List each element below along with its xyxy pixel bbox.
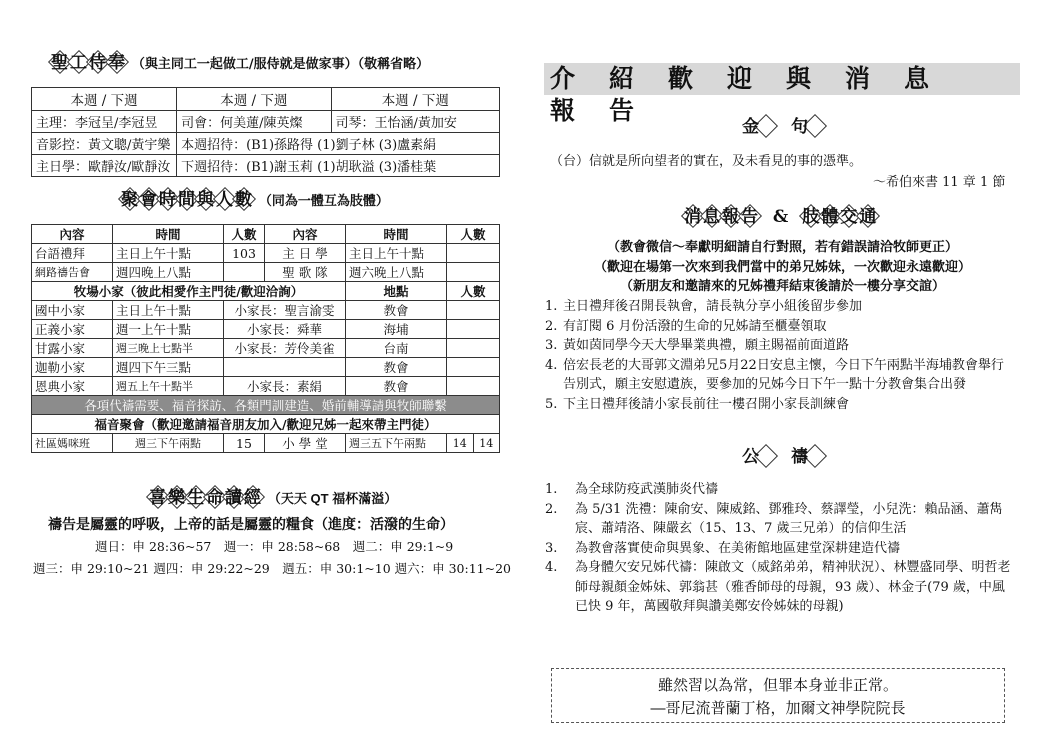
table-cell: 恩典小家 (32, 377, 113, 396)
news-amp: & (772, 207, 789, 227)
reading-line-2: 週三：申 29:10~21 週四：申 29:22~29 週五：申 30:1~10 週六：申 30:11~20 (33, 561, 511, 576)
table-cell: 小家長：素絹 (224, 377, 346, 396)
table-cell (224, 358, 346, 377)
col-header: 時間 (346, 225, 447, 244)
list-item (545, 480, 1015, 500)
item-number: 5. (545, 396, 558, 412)
meetings-subtitle: （同為一體互為肢體） (258, 194, 389, 209)
quote-line-2: —哥尼流普蘭丁格，加爾文神學院院長 (650, 700, 906, 717)
verse-title-chars (741, 117, 839, 137)
note-line: （新朋友和邀請來的兄姊禮拜結束後請於一樓分享交誼） (619, 279, 945, 294)
table-cell: 下週招待：(B1)謝玉莉 (1)胡耿溢 (3)潘桂葉 (177, 155, 500, 177)
news-title2-chars (801, 207, 877, 227)
table-cell: 教會 (346, 377, 447, 396)
quote-box (551, 668, 1005, 723)
news-notes (560, 238, 1005, 297)
table-cell (447, 358, 500, 377)
table-row (32, 263, 500, 282)
quote-line-1: 雖然習以為常，但罪本身並非正常。 (657, 677, 898, 694)
item-text: 為教會落實使命與異象、在美術館地區建堂深耕建造代禱 (575, 540, 901, 556)
prayer-list (545, 480, 1015, 617)
table-cell: 小家長：舜華 (224, 320, 346, 339)
prayer-title (741, 442, 839, 467)
table-cell: 週三晚上七點半 (113, 339, 224, 358)
table-cell: 週四晚上八點 (113, 263, 224, 282)
table-row (32, 396, 500, 415)
title-char: 交 (839, 202, 858, 227)
table-cell: 網路禱告會 (32, 263, 113, 282)
table-row (32, 155, 500, 177)
table-cell (447, 377, 500, 396)
table-cell: 103 (224, 244, 265, 263)
list-item (545, 297, 1013, 317)
meetings-title (120, 185, 389, 210)
news-title (683, 202, 877, 227)
title-char: 命 (205, 483, 224, 508)
col-header: 本週 / 下週 (177, 88, 331, 111)
table-row (32, 282, 500, 301)
note-line: （歡迎在場第一次來到我們當中的弟兄姊妹，一次歡迎永遠歡迎） (593, 259, 971, 275)
title-char: 體 (820, 202, 839, 227)
title-char: 數 (234, 185, 253, 210)
title-char: 人 (215, 185, 234, 210)
meetings-table (31, 224, 500, 453)
item-number: 2. (545, 501, 558, 517)
table-cell: 週三下午兩點 (113, 434, 224, 453)
title-char: 喜 (148, 483, 167, 508)
table-row (32, 133, 500, 155)
prayer-title-chars (741, 447, 839, 467)
verse-title (741, 112, 839, 137)
item-number: 1. (545, 482, 558, 497)
item-number: 3. (545, 338, 558, 353)
service-table (31, 87, 500, 177)
item-number: 4. (545, 560, 558, 575)
table-row (32, 377, 500, 396)
table-row (32, 111, 500, 133)
table-cell: 聖 歌 隊 (265, 263, 346, 282)
table-cell: 主日上午十點 (346, 244, 447, 263)
title-char: 侍 (88, 48, 107, 73)
table-row (32, 339, 500, 358)
title-char: 生 (186, 483, 205, 508)
table-cell: 社區媽咪班 (32, 434, 113, 453)
table-cell: 音影控：黃文聰/黃宇樂 (32, 133, 177, 155)
item-text: 黃如茵同學今天大學畢業典禮，願主賜福前面道路 (563, 338, 850, 353)
table-row (32, 320, 500, 339)
table-row (32, 225, 500, 244)
table-cell: 國中小家 (32, 301, 113, 320)
item-number: 2. (545, 318, 558, 334)
note-line: （教會微信～奉獻明細請自行對照，若有錯誤請洽牧師更正） (606, 240, 958, 255)
meetings-title-chars (120, 190, 259, 210)
title-char: 奉 (107, 48, 126, 73)
list-item (545, 317, 1013, 337)
table-cell: 主理：李冠呈/李冠昱 (32, 111, 177, 133)
table-cell: 週三五下午兩點 (346, 434, 447, 453)
title-char: 讀 (224, 483, 243, 508)
table-cell: 甘露小家 (32, 339, 113, 358)
group-header: 人數 (447, 282, 500, 301)
verse-ref: ～希伯來書 11 章 1 節 (873, 175, 1006, 190)
contact-banner: 各項代禱需要、福音探訪、各類門訓建造、婚前輔導請與牧師聯繫 (32, 396, 500, 415)
item-number: 1. (545, 299, 558, 314)
table-cell: 小家長：聖言渝雯 (224, 301, 346, 320)
table-row (32, 415, 500, 434)
col-header: 內容 (265, 225, 346, 244)
list-item (545, 336, 1013, 356)
table-cell: 迦勒小家 (32, 358, 113, 377)
table-cell: 本週招待：(B1)孫路得 (1)劉子林 (3)盧素絹 (177, 133, 500, 155)
table-cell (447, 339, 500, 358)
item-text: 為 5/31 洗禮：陳俞安、陳威銘、鄧雅玲、蔡譯瑩，小兒洗：賴品涵、蕭雋宸、蕭靖洛、陳嚴玄（15、13、7 歲三兄弟）的信仰生活 (575, 501, 1003, 536)
table-cell: 主日上午十點 (113, 301, 224, 320)
reading-motto: 禱告是屬靈的呼吸，上帝的話是屬靈的糧食（進度：活潑的生命） (48, 516, 454, 532)
title-char: 樂 (167, 483, 186, 508)
item-text: 下主日禮拜後請小家長前往一樓召開小家長訓練會 (563, 396, 850, 412)
list-item (545, 500, 1015, 539)
list-item (545, 558, 1015, 617)
table-cell (447, 244, 500, 263)
list-item (545, 395, 1013, 415)
col-header: 人數 (224, 225, 265, 244)
service-title (50, 48, 429, 73)
table-row (32, 301, 500, 320)
reading-title-chars (148, 488, 268, 508)
news-list (545, 297, 1013, 414)
item-number: 3. (545, 540, 558, 556)
item-number: 4. (545, 357, 558, 373)
title-char: 經 (243, 483, 262, 508)
news-title-chars (683, 207, 765, 227)
title-char: 聖 (50, 48, 69, 73)
table-cell (224, 263, 265, 282)
col-header: 內容 (32, 225, 113, 244)
table-cell: 15 (224, 434, 265, 453)
table-cell: 14 (473, 434, 500, 453)
item-text: 有訂閱 6 月份活潑的生命的兄姊請至櫃臺領取 (563, 318, 827, 334)
col-header: 人數 (447, 225, 500, 244)
table-cell: 台語禮拜 (32, 244, 113, 263)
table-cell: 台南 (346, 339, 447, 358)
title-char: 工 (69, 48, 88, 73)
title-char: 報 (721, 202, 740, 227)
table-cell (447, 301, 500, 320)
table-cell: 週六晚上八點 (346, 263, 447, 282)
item-text: 為全球防疫武漢肺炎代禱 (575, 482, 719, 497)
table-cell: 主日上午十點 (113, 244, 224, 263)
list-item (545, 539, 1015, 559)
title-char: 間 (177, 185, 196, 210)
col-header: 本週 / 下週 (331, 88, 499, 111)
title-char: 通 (858, 202, 877, 227)
item-text: 倍宏長老的大哥郭文淵弟兄5月22日安息主懷，今日下午兩點半海埔教會舉行告別式，願主安慰遺族，要參加的兄姊今日下午一點十分教會集合出發 (563, 357, 1004, 392)
group-header: 牧場小家（彼此相愛作主門徒/歡迎洽詢） (32, 282, 346, 301)
item-text: 為身體欠安兄姊代禱：陳啟文（威銘弟弟，精神狀況）、林豐盛同學、明哲老師母親顏金姊妹、郭翁甚（雅香師母的母親，93 歲）、林金子(79 歲，中風已快 9 年，萬國敬拜與讚美鄭安伶姊妹的母親) (575, 560, 1011, 614)
table-cell (447, 263, 500, 282)
table-cell: 主日學：歐靜汝/歐靜汝 (32, 155, 177, 177)
group-header: 地點 (346, 282, 447, 301)
table-cell: 教會 (346, 358, 447, 377)
table-cell: 司會：何美蓮/陳英燦 (177, 111, 331, 133)
table-cell: 週五上午十點半 (113, 377, 224, 396)
title-char: 與 (196, 185, 215, 210)
title-char: 時 (158, 185, 177, 210)
table-cell: 週四下午三點 (113, 358, 224, 377)
title-char: 息 (702, 202, 721, 227)
reading-line-1: 週日：申 28:36~57 週一：申 28:58~68 週二：申 29:1~9 (95, 539, 454, 554)
col-header: 本週 / 下週 (32, 88, 177, 111)
col-header: 時間 (113, 225, 224, 244)
service-title-chars (50, 53, 132, 73)
title-char: 消 (683, 202, 702, 227)
table-cell: 週一上午十點 (113, 320, 224, 339)
table-cell: 小 學 堂 (265, 434, 346, 453)
title-char: 告 (740, 202, 759, 227)
main-title: 介紹歡迎與消息報告 (544, 63, 1020, 95)
table-row (32, 434, 500, 453)
reading-subtitle: （天天 QT 福杯滿溢） (267, 491, 398, 506)
service-subtitle: （與主同工一起做工/服侍就是做家事）（敬稱省略） (131, 57, 430, 72)
table-cell: 主 日 學 (265, 244, 346, 263)
table-row (32, 88, 500, 111)
table-row (32, 358, 500, 377)
table-cell: 海埔 (346, 320, 447, 339)
title-char: 公 (741, 442, 790, 467)
reading-title (148, 483, 397, 508)
title-char: 金 (741, 112, 790, 137)
table-cell: 小家長：芳伶美雀 (224, 339, 346, 358)
title-char: 聚 (120, 185, 139, 210)
table-cell: 正義小家 (32, 320, 113, 339)
table-cell: 14 (447, 434, 474, 453)
title-char: 肢 (801, 202, 820, 227)
table-row (32, 244, 500, 263)
table-cell (447, 320, 500, 339)
table-cell: 司琴：王怡涵/黃加安 (331, 111, 499, 133)
title-char: 禱 (790, 442, 839, 467)
table-cell: 教會 (346, 301, 447, 320)
title-char: 句 (790, 112, 839, 137)
gospel-header: 福音聚會（歡迎邀請福音朋友加入/歡迎兄姊一起來帶主門徒） (32, 415, 500, 434)
item-text: 主日禮拜後召開長執會，請長執分享小組後留步參加 (563, 299, 863, 314)
list-item (545, 356, 1013, 395)
title-char: 會 (139, 185, 158, 210)
verse-text: （台）信就是所向望者的實在，及未看見的事的憑準。 (550, 154, 863, 169)
